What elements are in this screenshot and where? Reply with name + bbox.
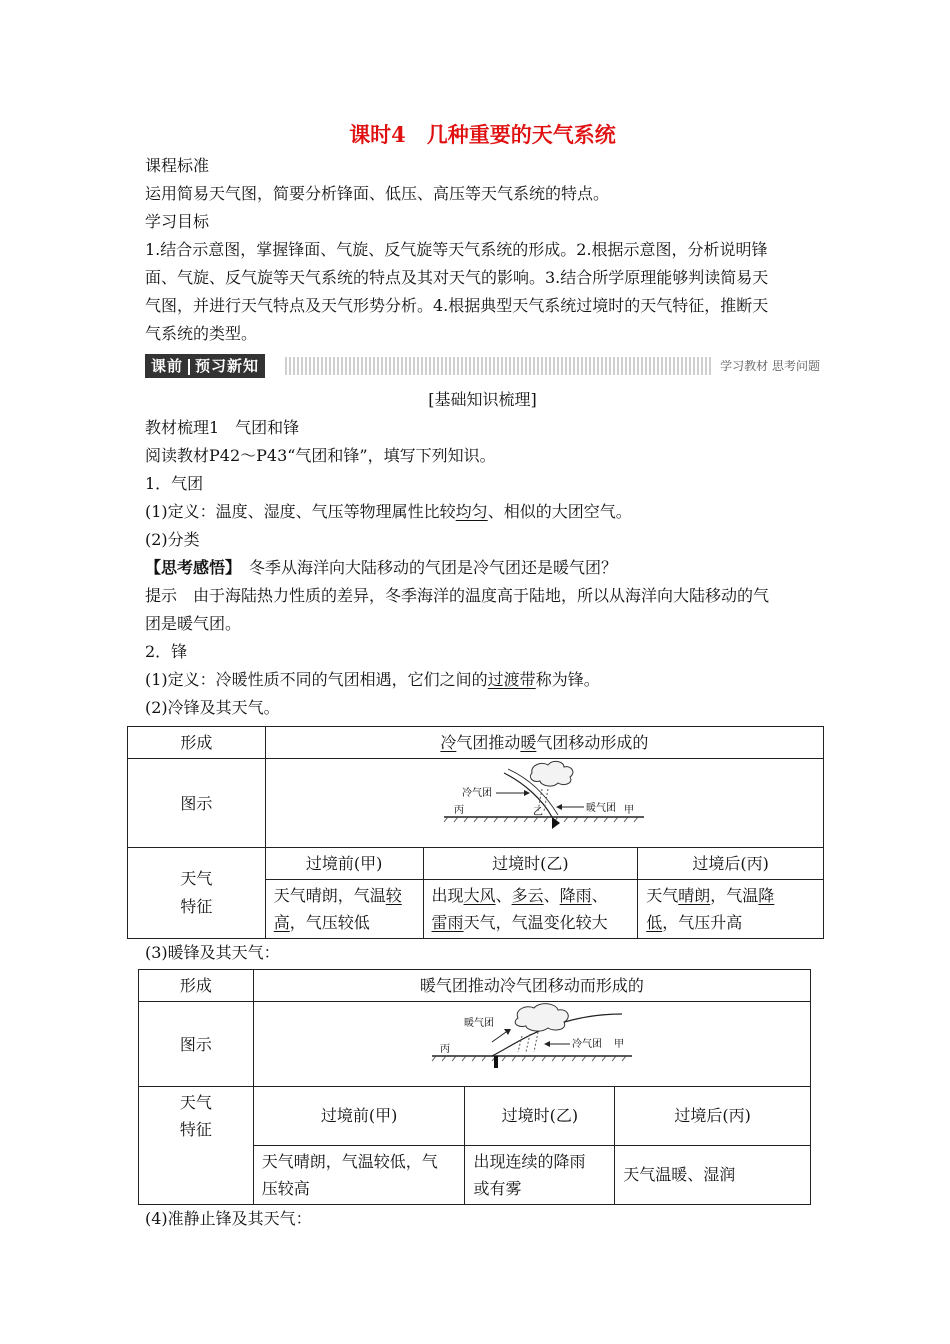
standard-heading: 课程标准 (145, 156, 210, 175)
front-heading: 2．锋 (145, 642, 188, 661)
def-text: 、相似的大团空气。 (487, 502, 632, 521)
cell-text: 出现 (431, 886, 464, 905)
warm-front-diagram-cell (253, 1002, 810, 1087)
banner-left (145, 354, 265, 378)
col-during: 过境时(乙) (465, 1087, 615, 1146)
blank-answer: 晴朗 (678, 886, 711, 905)
document-page (145, 118, 820, 1233)
blank-answer: 暖 (520, 733, 537, 752)
think-answer: 提示 由于海陆热力性质的差异，冬季海洋的温度高于陆地，所以从海洋向大陆移动的气 (145, 586, 770, 605)
blank-answer: 高 (273, 913, 290, 932)
goals-heading: 学习目标 (145, 212, 210, 231)
label-mid: 乙 (533, 807, 544, 818)
blank-answer: 低 (646, 913, 663, 932)
label-warm-mass: 暖气团 (586, 803, 617, 814)
blank-answer: 大风 (463, 886, 496, 905)
material-heading: 教材梳理1 气团和锋 (145, 418, 300, 437)
label-warm-mass: 暖气团 (463, 1018, 494, 1029)
label-line: 特征 (179, 1120, 212, 1139)
col-after: 过境后(丙) (615, 1087, 811, 1146)
label-cold-mass: 冷气团 (571, 1039, 602, 1050)
row-label-diagram: 图示 (128, 759, 266, 848)
label-line: 特征 (180, 897, 213, 916)
label-cold-mass: 冷气团 (462, 788, 493, 799)
cell-text: 、 (591, 886, 608, 905)
cold-before-cell (265, 880, 423, 939)
blank-answer: 冷 (440, 733, 457, 752)
cold-front-diagram (434, 759, 654, 839)
blank-answer: 降雨 (559, 886, 592, 905)
cold-front-heading: (2)冷锋及其天气。 (145, 698, 280, 717)
blank-answer: 均匀 (455, 502, 488, 521)
cold-front-table (127, 726, 824, 939)
warm-front-heading: (3)暖锋及其天气： (145, 943, 280, 962)
goals-line: 1.结合示意图，掌握锋面、气旋、反气旋等天气系统的形成。2.根据示意图，分析说明锋 (145, 240, 768, 259)
air-mass-heading: 1．气团 (145, 474, 204, 493)
cold-front-diagram-cell (265, 759, 823, 848)
banner-right: 学习教材 思考问题 (712, 357, 820, 375)
blank-answer: 较 (385, 886, 402, 905)
rain-line (534, 1032, 538, 1052)
warm-after-cell: 天气温暖、湿润 (615, 1145, 811, 1204)
section-banner (145, 354, 820, 378)
label-east: 甲 (624, 805, 635, 816)
label-west: 丙 (454, 805, 465, 816)
think-question (145, 554, 820, 582)
cell-text: 天气晴朗，气温较低，气 (261, 1151, 438, 1171)
banner-divider (188, 359, 190, 375)
blank-answer: 降 (758, 886, 775, 905)
cell-text: 天气 (646, 886, 679, 905)
def-text: (1)定义：冷暖性质不同的气团相遇，它们之间的 (145, 670, 488, 689)
goals-line: 面、气旋、反气旋等天气系统的特点及其对天气的影响。3.结合所学原理能够判读简易天 (145, 268, 769, 287)
def-text: 称为锋。 (535, 670, 600, 689)
think-question-text: 冬季从海洋向大陆移动的气团是冷气团还是暖气团？ (249, 558, 618, 577)
row-label-formation: 形成 (128, 727, 266, 759)
blank-answer: 过渡带 (487, 670, 536, 689)
col-before: 过境前(甲) (253, 1087, 465, 1146)
label-west: 丙 (439, 1044, 450, 1055)
warm-front-diagram (422, 1002, 642, 1078)
cell-text: 、 (495, 886, 512, 905)
front-symbol (552, 817, 560, 829)
cell-text: 压较高 (261, 1178, 310, 1198)
cell-text: 气团移动形成的 (536, 733, 649, 752)
air-mass-definition (145, 498, 820, 526)
label-east: 甲 (613, 1039, 624, 1050)
cell-text: ，气温 (710, 886, 759, 905)
cell-text: 出现连续的降雨 (473, 1151, 586, 1171)
row-label-formation: 形成 (139, 970, 254, 1002)
cell-text: ，气压较低 (289, 913, 370, 932)
cold-arrowhead (544, 1041, 550, 1047)
col-before: 过境前(甲) (265, 848, 423, 880)
cell-text: ，气压升高 (662, 913, 743, 932)
goals-line: 气系统的类型。 (145, 324, 258, 343)
cold-arrowhead (524, 790, 530, 796)
warm-formation: 暖气团推动冷气团移动而形成的 (253, 970, 810, 1002)
warm-arrowhead (504, 1029, 511, 1035)
warm-during-cell (465, 1145, 615, 1204)
stationary-front-heading: (4)准静止锋及其天气： (145, 1208, 312, 1228)
col-during: 过境时(乙) (423, 848, 638, 880)
row-label-diagram: 图示 (139, 1002, 254, 1087)
banner-left-a: 课前 (151, 357, 184, 375)
cold-formation (265, 727, 823, 759)
cloud-icon (531, 761, 573, 786)
label-line: 天气 (179, 1093, 212, 1112)
row-label-weather (128, 848, 266, 939)
warm-arrowhead (556, 804, 562, 810)
warm-arrow (492, 1032, 506, 1042)
banner-left-b: 预习新知 (195, 357, 260, 375)
section-bracket: [基础知识梳理] (428, 390, 537, 409)
read-instruction: 阅读教材P42～P43“气团和锋”，填写下列知识。 (145, 446, 496, 465)
goals-line: 气图，并进行天气特点及天气形势分析。4.根据典型天气系统过境时的天气特征，推断天 (145, 296, 769, 315)
empty-label-cell (139, 1145, 254, 1204)
blank-answer: 多云 (511, 886, 544, 905)
think-label: 【思考感悟】 (145, 558, 234, 577)
cloud-icon (515, 1004, 568, 1031)
air-mass-class-heading: (2)分类 (145, 530, 200, 549)
think-answer: 团是暖气团。 (145, 614, 242, 633)
warm-front-table (138, 969, 811, 1205)
front-definition (145, 666, 820, 694)
front-symbol (494, 1056, 498, 1068)
cell-text: 天气，气温变化较大 (463, 913, 608, 932)
label-line: 天气 (180, 869, 213, 888)
standard-text: 运用简易天气图，简要分析锋面、低压、高压等天气系统的特点。 (145, 184, 610, 203)
cell-text: 天气晴朗，气温 (273, 886, 386, 905)
cold-after-cell (638, 880, 824, 939)
col-after: 过境后(丙) (638, 848, 824, 880)
rain-line (518, 1036, 522, 1052)
blank-answer: 雷雨 (431, 913, 464, 932)
cell-text: 或有雾 (473, 1178, 522, 1198)
cell-text: 气团推动 (456, 733, 521, 752)
def-text: (1)定义：温度、湿度、气压等物理属性比较 (145, 502, 456, 521)
cold-during-cell (423, 880, 638, 939)
cell-text: 、 (543, 886, 560, 905)
warm-before-cell (253, 1145, 465, 1204)
page-title: 课时4 几种重要的天气系统 (349, 122, 616, 147)
row-label-weather (139, 1087, 254, 1146)
